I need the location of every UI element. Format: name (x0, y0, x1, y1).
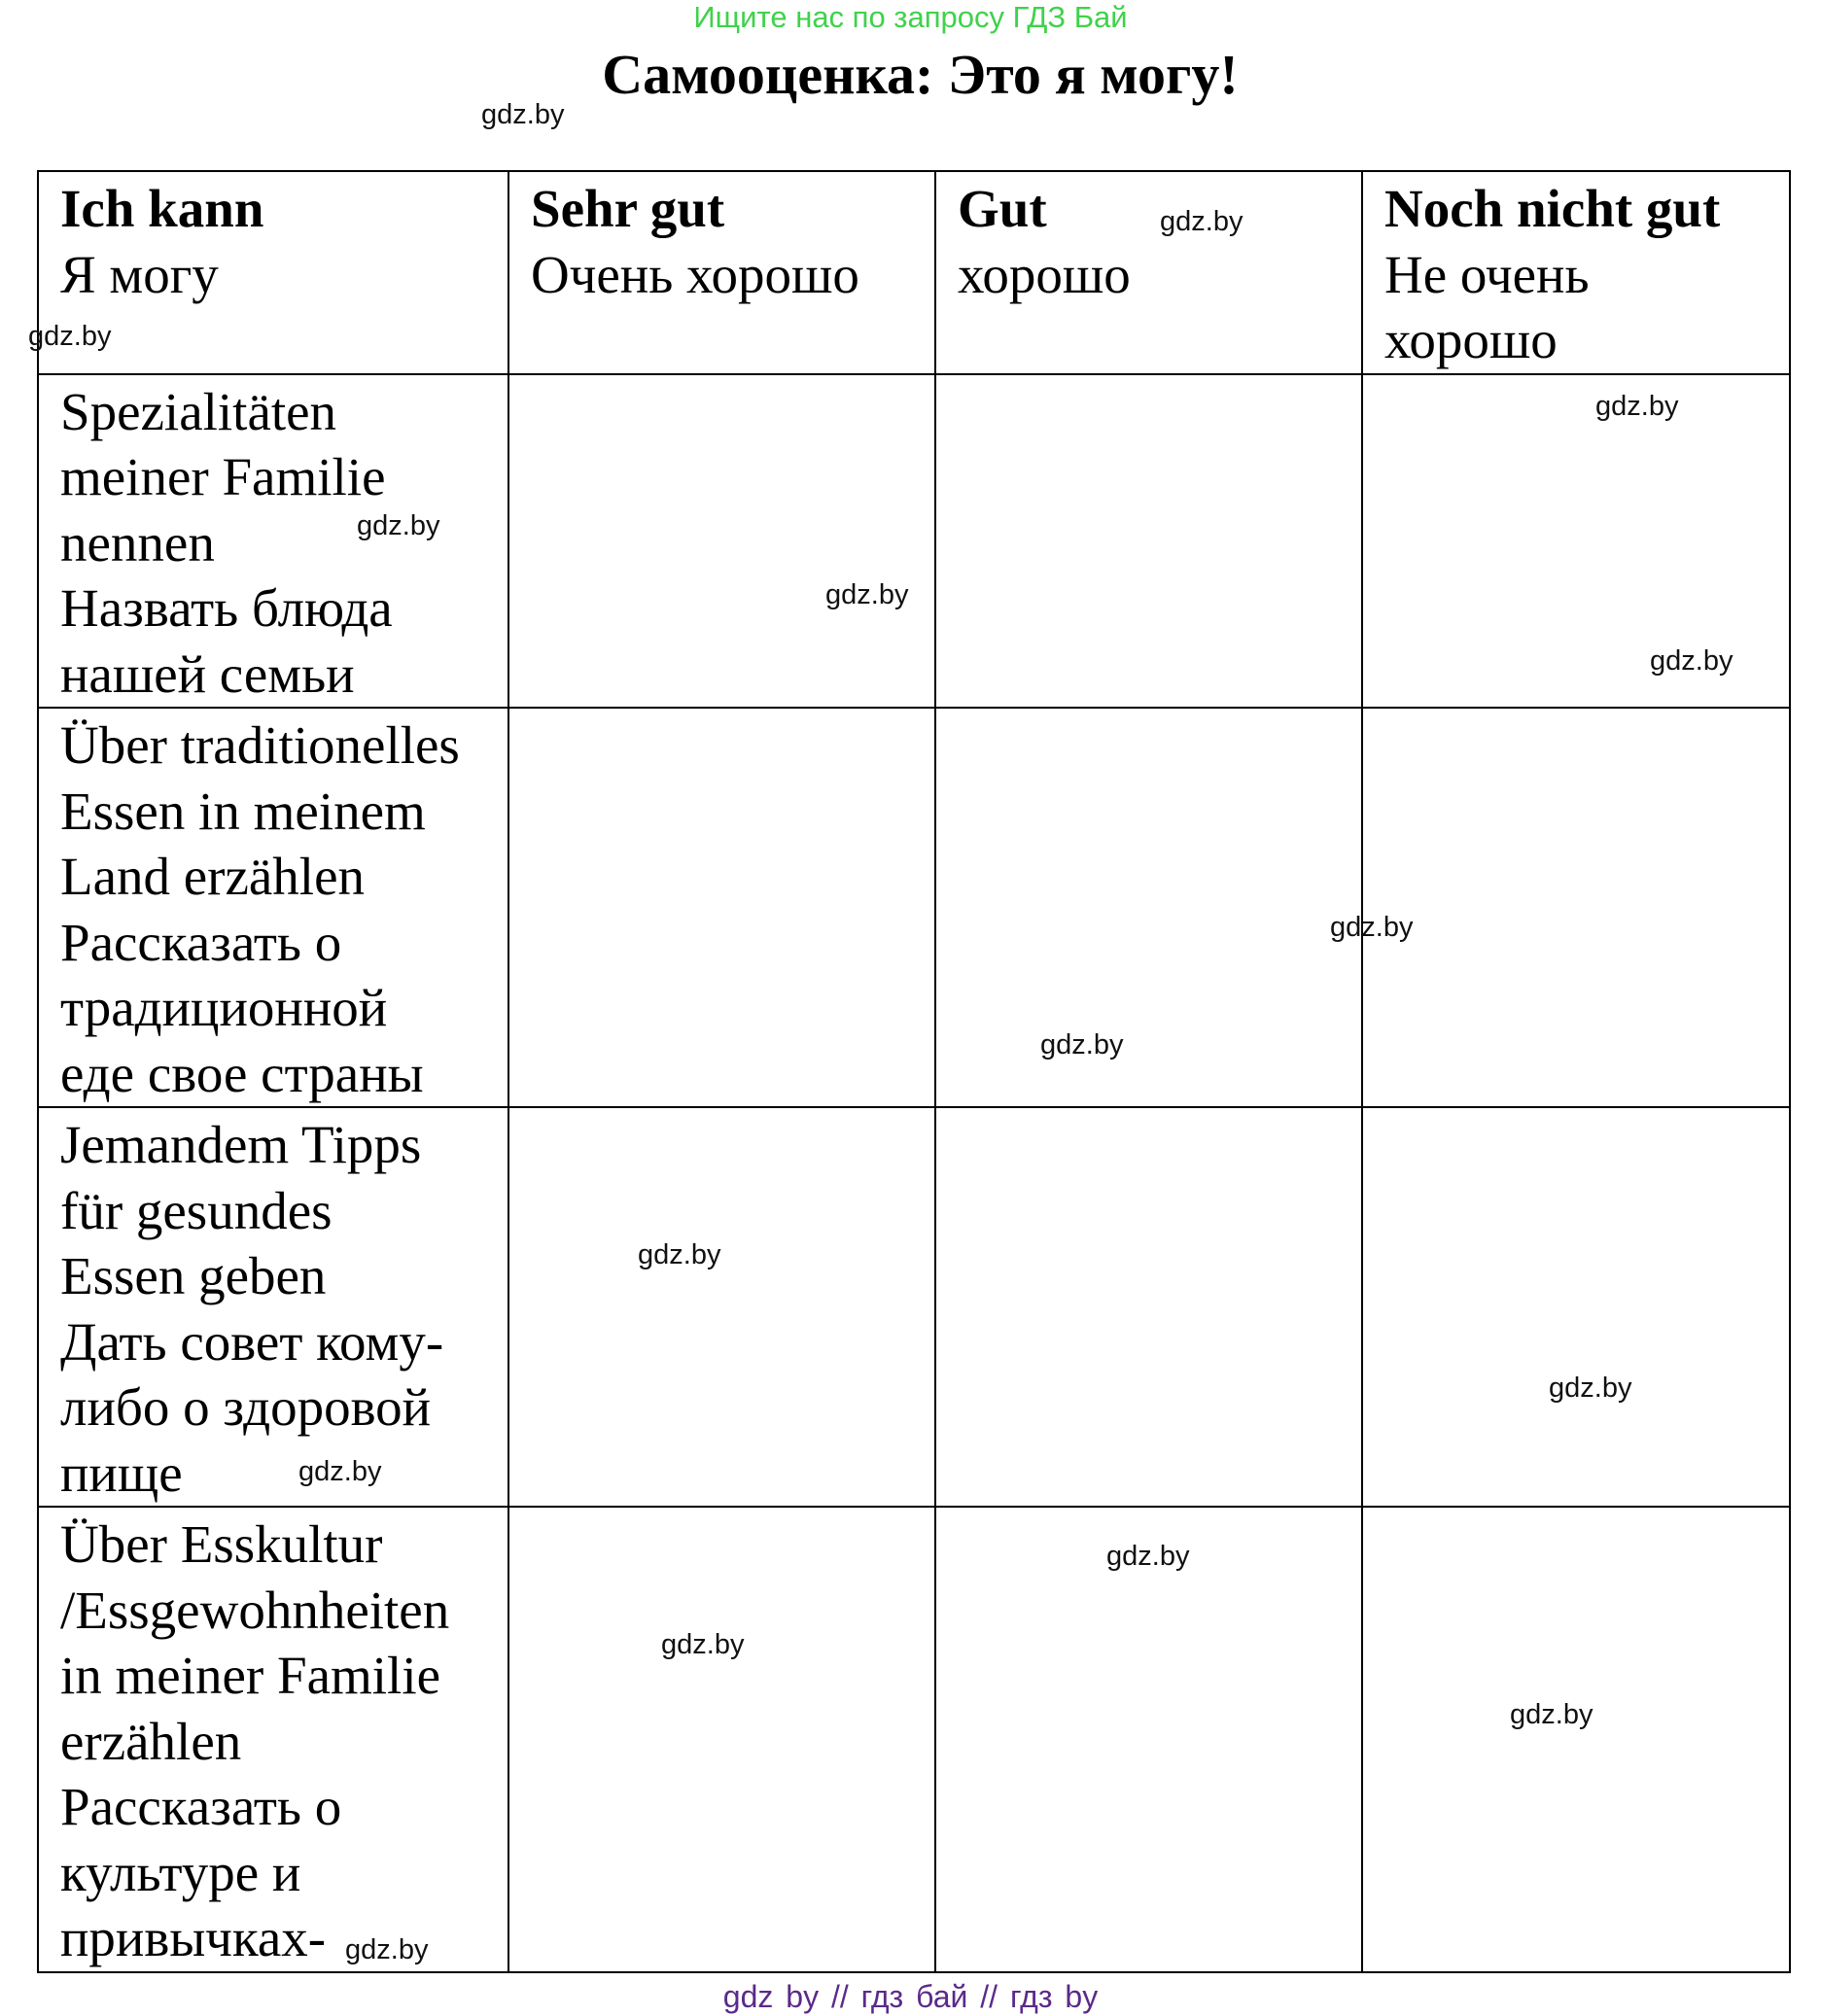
watermark: gdz.by (357, 510, 440, 541)
watermark: gdz.by (1510, 1699, 1593, 1730)
table-row (38, 1107, 1790, 1507)
header-label-ru: Очень хорошо (531, 244, 859, 304)
skill-cell (38, 1507, 508, 1972)
watermark: gdz.by (28, 321, 112, 352)
watermark: gdz.by (1330, 912, 1414, 943)
rating-cell-gut[interactable] (935, 1507, 1362, 1972)
rating-cell-noch-nicht-gut[interactable] (1362, 1107, 1790, 1507)
watermark: gdz.by (481, 99, 565, 130)
watermark: gdz.by (825, 579, 909, 610)
rating-cell-sehr-gut[interactable] (508, 708, 935, 1107)
skill-text: Über traditionelles Essen in meinem Land erzählen Рассказать о традиционной еде свое страны (60, 715, 460, 1103)
table-row (38, 1507, 1790, 1972)
table-header-row (38, 171, 1790, 374)
page-title: Самооценка: Это я могу! (602, 43, 1239, 106)
watermark: gdz.by (1549, 1373, 1632, 1404)
watermark: gdz.by (661, 1629, 745, 1660)
header-gut (935, 171, 1362, 374)
rating-cell-sehr-gut[interactable] (508, 374, 935, 709)
skill-cell (38, 708, 508, 1107)
header-label-de: Gut (958, 179, 1047, 238)
search-banner: Ищите нас по запросу ГДЗ Бай (693, 0, 1128, 34)
header-label-de: Noch nicht gut (1384, 179, 1721, 238)
header-label-de: Ich kann (60, 179, 264, 238)
watermark: gdz.by (1650, 645, 1733, 677)
header-label-ru: хорошо (958, 244, 1131, 304)
header-sehr-gut (508, 171, 935, 374)
skill-text: Jemandem Tipps für gesundes Essen geben Дать совет кому- либо о здоровой пище (60, 1115, 444, 1503)
watermark: gdz.by (1160, 206, 1243, 237)
rating-cell-gut[interactable] (935, 708, 1362, 1107)
rating-cell-gut[interactable] (935, 1107, 1362, 1507)
footer-links: gdz by // гдз бай // гдз by (722, 1979, 1099, 2014)
rating-cell-noch-nicht-gut[interactable] (1362, 1507, 1790, 1972)
rating-cell-sehr-gut[interactable] (508, 1107, 935, 1507)
table-row (38, 374, 1790, 709)
rating-cell-gut[interactable] (935, 374, 1362, 709)
watermark: gdz.by (638, 1239, 721, 1270)
header-noch-nicht-gut (1362, 171, 1790, 374)
rating-cell-noch-nicht-gut[interactable] (1362, 708, 1790, 1107)
table-row (38, 708, 1790, 1107)
watermark: gdz.by (345, 1934, 429, 1965)
watermark: gdz.by (1040, 1029, 1124, 1060)
skill-text: Über Esskultur /Essgewohnheiten in meiner Familie erzählen Рассказать о культуре и привычках- (60, 1514, 450, 1967)
watermark: gdz.by (1106, 1541, 1190, 1572)
rating-cell-sehr-gut[interactable] (508, 1507, 935, 1972)
header-label-de: Sehr gut (531, 179, 725, 238)
header-label-ru: Я могу (60, 244, 219, 304)
watermark: gdz.by (1595, 391, 1679, 422)
header-label-ru: Не очень хорошо (1384, 244, 1590, 369)
watermark: gdz.by (298, 1456, 382, 1487)
skill-cell (38, 1107, 508, 1507)
skill-text: Spezialitäten meiner Familie nennen Назвать блюда нашей семьи (60, 381, 393, 704)
